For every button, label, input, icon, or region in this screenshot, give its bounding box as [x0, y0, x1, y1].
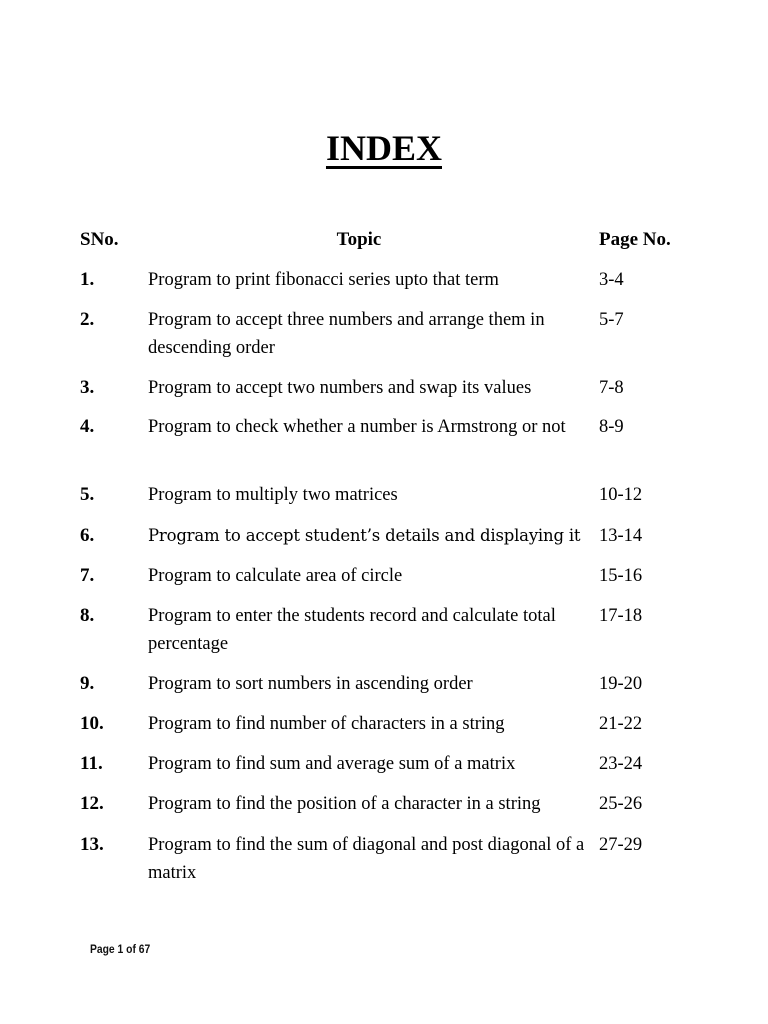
row-sno: 5. — [80, 484, 95, 505]
row-pages: 13-14 — [599, 526, 643, 546]
row-sno: 6. — [80, 525, 95, 546]
row-sno: 1. — [80, 269, 95, 290]
row-pages: 17-18 — [599, 606, 643, 626]
row-sno: 7. — [80, 565, 95, 586]
page-title: INDEX — [325, 128, 442, 168]
row-topic: Program to sort numbers in ascending order — [148, 674, 473, 694]
row-topic: Program to find sum and average sum of a matrix — [148, 754, 516, 774]
row-topic: Program to find number of characters in a string — [148, 714, 505, 734]
row-topic: Program to check whether a number is Armstrong or not — [148, 417, 566, 437]
row-pages: 27-29 — [599, 835, 643, 855]
row-topic: Program to multiply two matrices — [148, 485, 398, 505]
header-sno: SNo. — [80, 229, 119, 250]
row-topic: Program to find the sum of diagonal and post diagonal of a matrix — [148, 835, 585, 883]
table-header — [0, 226, 768, 254]
row-pages: 3-4 — [599, 270, 624, 290]
row-sno: 9. — [80, 673, 95, 694]
row-sno: 3. — [80, 377, 95, 398]
row-sno: 8. — [80, 605, 95, 626]
header-topic: Topic — [336, 229, 382, 250]
row-topic: Program to print fibonacci series upto that term — [148, 270, 499, 290]
row-topic: Program to enter the students record and calculate total percentage — [148, 606, 556, 654]
row-pages: 5-7 — [599, 310, 624, 330]
row-pages: 19-20 — [599, 674, 643, 694]
row-topic: Program to accept three numbers and arrange them in descending order — [148, 310, 545, 358]
row-sno: 10. — [80, 713, 104, 734]
row-pages: 10-12 — [599, 485, 643, 505]
row-pages: 7-8 — [599, 378, 624, 398]
row-topic: Program to accept student’s details and displaying it — [148, 526, 581, 545]
row-pages: 15-16 — [599, 566, 643, 586]
row-pages: 21-22 — [599, 714, 643, 734]
row-pages: 8-9 — [599, 417, 624, 437]
row-topic: Program to accept two numbers and swap its values — [148, 378, 532, 398]
row-pages: 23-24 — [599, 754, 643, 774]
row-sno: 4. — [80, 416, 95, 437]
row-sno: 11. — [80, 753, 103, 774]
row-sno: 13. — [80, 834, 104, 855]
row-sno: 12. — [80, 793, 104, 814]
row-sno: 2. — [80, 309, 95, 330]
row-topic: Program to calculate area of circle — [148, 566, 403, 586]
row-pages: 25-26 — [599, 794, 643, 814]
header-page-no: Page No. — [599, 229, 671, 250]
page-footer: Page 1 of 67 — [90, 942, 151, 956]
row-topic: Program to find the position of a character in a string — [148, 794, 541, 814]
